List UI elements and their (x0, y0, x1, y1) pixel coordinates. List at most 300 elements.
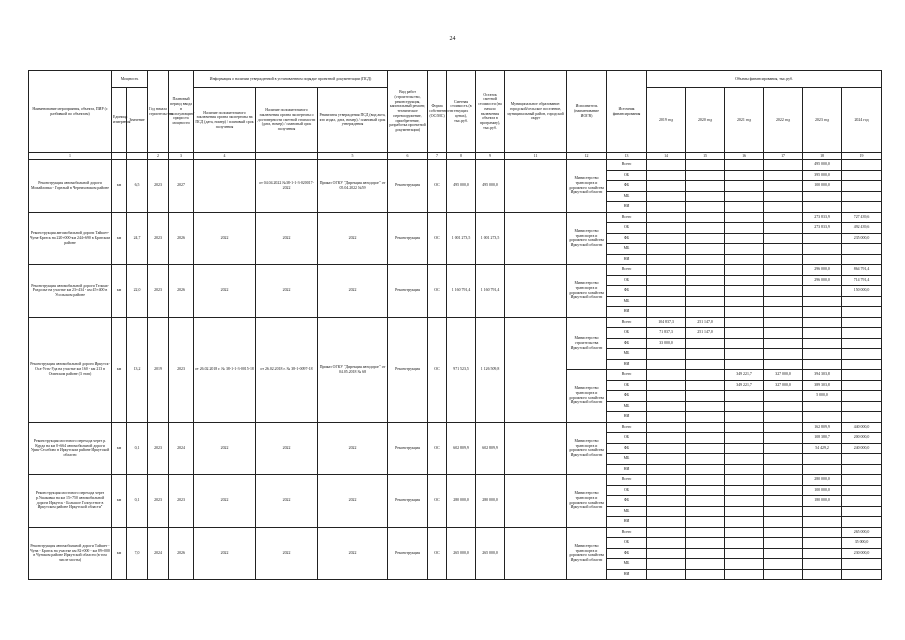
project-expertise: 2022 (194, 527, 256, 580)
funding-source: МБ (607, 401, 647, 412)
funding-value: 100 000,0 (803, 485, 842, 496)
funding-source: ОБ (607, 223, 647, 234)
funding-value (686, 485, 725, 496)
funding-value (686, 254, 725, 265)
funding-value (647, 380, 686, 391)
funding-value (647, 454, 686, 465)
project-executor: Министерство транспорта и дорожного хозяйства Иркутской области (567, 475, 607, 528)
table-row (29, 212, 882, 223)
funding-value (647, 160, 686, 171)
funding-value (725, 475, 764, 486)
column-number: 2 (148, 153, 169, 160)
project-name: Реконструкция автомобильной дороги Иркутск-Оса-Усть-Уда на участке км 160 - км 213 в Осинском районе (3 этап) (29, 317, 112, 422)
header-year-2022: 2022 год (764, 88, 803, 153)
funding-value: 33 000,0 (647, 338, 686, 349)
funding-value (764, 296, 803, 307)
project-municipality (505, 527, 567, 580)
column-number (112, 153, 127, 160)
header-remaining: Остаток сметной стоимости (на начало включения объекта в программу), тыс.руб. (476, 71, 505, 153)
funding-value (803, 202, 842, 213)
funding-value (842, 202, 882, 213)
funding-value (764, 496, 803, 507)
funding-value: 251 147,0 (686, 317, 725, 328)
project-cost: 495 000,0 (447, 160, 476, 213)
project-work-type: Реконструкция (388, 317, 428, 422)
header-year-2024: 2024 год (842, 88, 882, 153)
funding-value (686, 464, 725, 475)
funding-value (686, 170, 725, 181)
funding-value (725, 548, 764, 559)
project-expertise: от 26.02.2018 г. № 38-1-1-3-0015-18 (194, 317, 256, 422)
funding-value (764, 412, 803, 423)
project-cost: 1 001 273,5 (447, 212, 476, 265)
table-row (29, 265, 882, 276)
funding-value (764, 527, 803, 538)
funding-value (647, 538, 686, 549)
header-year-2021: 2021 год (725, 88, 764, 153)
funding-source: Всего (607, 317, 647, 328)
funding-value: 495 000,0 (803, 160, 842, 171)
funding-value (725, 496, 764, 507)
funding-value (647, 433, 686, 444)
project-capacity: 22,0 (127, 265, 148, 318)
column-number: 18 (803, 153, 842, 160)
funding-value (647, 559, 686, 570)
project-unit: км (112, 317, 127, 422)
funding-value (686, 433, 725, 444)
project-approval: 2022 (318, 265, 388, 318)
project-name: Реконструкция автомобильной дороги Михайловка - Горелый в Черемховском районе (29, 160, 112, 213)
funding-value (647, 286, 686, 297)
funding-value (764, 338, 803, 349)
funding-value (764, 275, 803, 286)
project-approval: 2022 (318, 212, 388, 265)
funding-value (647, 464, 686, 475)
project-expertise: 2022 (194, 265, 256, 318)
funding-value (647, 170, 686, 181)
column-number (256, 153, 318, 160)
project-municipality (505, 265, 567, 318)
funding-value (725, 233, 764, 244)
funding-value (842, 307, 882, 318)
funding-value (803, 401, 842, 412)
funding-value (725, 202, 764, 213)
funding-value: 349 221,7 (725, 370, 764, 381)
funding-value (842, 569, 882, 580)
funding-value (725, 412, 764, 423)
funding-source: ФБ (607, 391, 647, 402)
funding-value: 5 000,0 (803, 391, 842, 402)
funding-value (686, 338, 725, 349)
funding-value (764, 559, 803, 570)
table-row (29, 527, 882, 538)
project-capacity: 0,1 (127, 475, 148, 528)
funding-source: НИ (607, 464, 647, 475)
funding-value (803, 233, 842, 244)
project-cost: 280 000,0 (447, 475, 476, 528)
funding-value (842, 485, 882, 496)
funding-value (764, 349, 803, 360)
header-municipality: Муниципальное образование: городской/сельское поселение, муниципальный район, городской округ (505, 71, 567, 153)
project-estimate: 2022 (256, 265, 318, 318)
header-year-2019: 2019 год (647, 88, 686, 153)
funding-value (686, 391, 725, 402)
funding-value: 235 000,0 (842, 233, 882, 244)
project-cost: 971 523,5 (447, 317, 476, 422)
project-commission: 2023 (169, 317, 194, 422)
table-row (29, 422, 882, 433)
funding-value (803, 254, 842, 265)
funding-value (764, 265, 803, 276)
project-approval: 2022 (318, 527, 388, 580)
funding-value (647, 401, 686, 412)
project-name: Реконструкция автомобильной дороги Тайшет - Чуна - Братск на участке км 82+000 - км 89+000 в Чунском районе Иркутской области (в том числе мосты) (29, 527, 112, 580)
project-capacity: 7,0 (127, 527, 148, 580)
funding-value (686, 359, 725, 370)
funding-value: 200 000,0 (842, 433, 882, 444)
header-work-type: Вид работ (строительство, реконструкция, капитальный ремонт, техническое перевооружение, приобретение, разработка проектной документации) (388, 71, 428, 153)
funding-value (842, 296, 882, 307)
funding-value: 349 221,7 (725, 380, 764, 391)
funding-value (686, 275, 725, 286)
funding-value (725, 275, 764, 286)
header-source: Источник финансирования (607, 71, 647, 153)
project-cost: 602 809,9 (447, 422, 476, 475)
project-executor: Министерство транспорта и дорожного хозяйства Иркутской области (567, 422, 607, 475)
project-ownership: ОС (428, 265, 447, 318)
project-unit: км (112, 475, 127, 528)
funding-value (803, 517, 842, 528)
funding-value: 273 833,9 (803, 212, 842, 223)
funding-value (764, 359, 803, 370)
funding-value (725, 433, 764, 444)
funding-value (725, 527, 764, 538)
column-number: 9 (476, 153, 505, 160)
funding-value (842, 412, 882, 423)
column-number-row (29, 153, 882, 160)
funding-value (764, 244, 803, 255)
project-commission: 2026 (169, 527, 194, 580)
project-estimate: от 26.02.2018 г. № 38-1-0097-18 (256, 317, 318, 422)
funding-value (764, 569, 803, 580)
project-commission: 2026 (169, 265, 194, 318)
funding-value (803, 338, 842, 349)
project-start-year: 2023 (148, 265, 169, 318)
column-number: 1 (29, 153, 112, 160)
column-number: 16 (725, 153, 764, 160)
funding-value: 395 000,0 (803, 170, 842, 181)
header-value: Значение (127, 88, 148, 153)
project-executor: Министерство транспорта и дорожного хозяйства Иркутской области (567, 212, 607, 265)
funding-source: МБ (607, 244, 647, 255)
funding-source: ФБ (607, 233, 647, 244)
project-estimate: 2022 (256, 422, 318, 475)
funding-value (725, 254, 764, 265)
column-number: 4 (194, 153, 256, 160)
project-commission: 2026 (169, 212, 194, 265)
funding-value (725, 422, 764, 433)
funding-value: 714 791,4 (842, 275, 882, 286)
funding-value (725, 286, 764, 297)
funding-source: НИ (607, 359, 647, 370)
funding-value (686, 412, 725, 423)
project-ownership: ОС (428, 527, 447, 580)
funding-value: 108 380,7 (803, 433, 842, 444)
project-start-year: 2023 (148, 160, 169, 213)
project-start-year: 2023 (148, 475, 169, 528)
funding-value (842, 370, 882, 381)
project-start-year: 2023 (148, 422, 169, 475)
funding-value (686, 517, 725, 528)
header-funding: Объемы финансирования, тыс.руб. (647, 71, 882, 88)
column-number: 6 (388, 153, 428, 160)
funding-value (764, 538, 803, 549)
project-unit: км (112, 265, 127, 318)
funding-value (647, 191, 686, 202)
column-number: 15 (686, 153, 725, 160)
funding-value (764, 233, 803, 244)
project-municipality (505, 160, 567, 213)
column-number: 14 (647, 153, 686, 160)
funding-value (686, 233, 725, 244)
table-row (29, 160, 882, 171)
project-approval: 2022 (318, 475, 388, 528)
funding-value (647, 569, 686, 580)
project-estimate: от 04.04.2022 №38-1-1-3-020017-2022 (256, 160, 318, 213)
project-commission: 2024 (169, 422, 194, 475)
funding-value (803, 307, 842, 318)
funding-value (842, 317, 882, 328)
funding-value (725, 506, 764, 517)
project-expertise: 2022 (194, 475, 256, 528)
project-work-type: Реконструкция (388, 422, 428, 475)
project-approval: 2022 (318, 422, 388, 475)
funding-value (764, 475, 803, 486)
funding-source: ФБ (607, 443, 647, 454)
project-remaining: 1 160 791,4 (476, 265, 505, 318)
header-estimate: Наличие положительного заключения органа экспертизы о достоверности сметной стоимости (дата, номер) / плановый срок получения (256, 88, 318, 153)
funding-value (842, 254, 882, 265)
project-approval: Приказ ОГКУ "Дирекция автодорог" от 05.04.2022 №59 (318, 160, 388, 213)
funding-value (764, 170, 803, 181)
funding-value (842, 349, 882, 360)
funding-value (725, 559, 764, 570)
funding-value (725, 223, 764, 234)
funding-value (686, 454, 725, 465)
funding-value (686, 181, 725, 192)
funding-source: НИ (607, 412, 647, 423)
funding-value: 71 837,3 (647, 328, 686, 339)
funding-value (647, 307, 686, 318)
funding-value (647, 359, 686, 370)
header-start-year: Год начала строительства (148, 71, 169, 153)
funding-value (842, 328, 882, 339)
funding-source: ОБ (607, 380, 647, 391)
funding-source: Всего (607, 422, 647, 433)
header-unit: Единица измерения (112, 88, 127, 153)
column-number: 17 (764, 153, 803, 160)
funding-value (842, 464, 882, 475)
funding-value (725, 317, 764, 328)
funding-value (686, 380, 725, 391)
funding-value (725, 538, 764, 549)
project-executor: Министерство транспорта и дорожного хозяйства Иркутской области (567, 265, 607, 318)
funding-value (725, 244, 764, 255)
funding-value: 265 000,0 (842, 527, 882, 538)
funding-value (803, 527, 842, 538)
funding-source: ОБ (607, 170, 647, 181)
column-number: 5 (318, 153, 388, 160)
funding-source: ФБ (607, 338, 647, 349)
funding-value (764, 517, 803, 528)
funding-value (803, 349, 842, 360)
funding-value (803, 328, 842, 339)
funding-value: 727 439,6 (842, 212, 882, 223)
funding-source: ФБ (607, 286, 647, 297)
funding-source: НИ (607, 307, 647, 318)
funding-value (647, 412, 686, 423)
funding-value (725, 212, 764, 223)
project-work-type: Реконструкция (388, 160, 428, 213)
funding-value (764, 307, 803, 318)
funding-value (803, 559, 842, 570)
column-number (127, 153, 148, 160)
funding-value (764, 202, 803, 213)
funding-value (686, 443, 725, 454)
funding-value: 864 791,4 (842, 265, 882, 276)
funding-value (764, 422, 803, 433)
funding-source: МБ (607, 454, 647, 465)
project-executor: Министерство транспорта и дорожного хозяйства Иркутской области (567, 160, 607, 213)
funding-value (764, 401, 803, 412)
funding-value (647, 296, 686, 307)
funding-value (686, 244, 725, 255)
funding-value (686, 569, 725, 580)
funding-source: Всего (607, 160, 647, 171)
funding-source: ОБ (607, 433, 647, 444)
funding-value (647, 370, 686, 381)
project-estimate: 2022 (256, 475, 318, 528)
column-number: 8 (447, 153, 476, 160)
project-unit: км (112, 160, 127, 213)
project-expertise: 2022 (194, 422, 256, 475)
project-municipality (505, 422, 567, 475)
funding-value (647, 244, 686, 255)
project-work-type: Реконструкция (388, 527, 428, 580)
project-unit: км (112, 527, 127, 580)
funding-value (647, 202, 686, 213)
project-executor: Министерство строительства Иркутской области (567, 317, 607, 370)
funding-value: 54 429,2 (803, 443, 842, 454)
funding-value: 162 809,9 (803, 422, 842, 433)
funding-value: 150 000,0 (842, 286, 882, 297)
header-name: Наименование мероприятия, объекта, ПИР (с разбивкой по объектам) (29, 71, 112, 153)
project-municipality (505, 317, 567, 422)
funding-value (686, 370, 725, 381)
funding-value (764, 464, 803, 475)
funding-value (686, 548, 725, 559)
column-number: 7 (428, 153, 447, 160)
funding-source: НИ (607, 569, 647, 580)
project-executor: Министерство транспорта и дорожного хозяйства Иркутской области (567, 370, 607, 423)
funding-value (725, 359, 764, 370)
funding-value (725, 296, 764, 307)
project-remaining: 1 126 509,8 (476, 317, 505, 422)
project-ownership: ОС (428, 422, 447, 475)
funding-value (764, 181, 803, 192)
funding-value (803, 359, 842, 370)
funding-value (647, 181, 686, 192)
project-cost: 265 000,0 (447, 527, 476, 580)
project-start-year: 2023 (148, 212, 169, 265)
funding-value (725, 338, 764, 349)
project-name: Реконструкция автомобильной дороги Тайшет-Чуна-Братск на 220+000-км 244+690 в Братском районе (29, 212, 112, 265)
funding-value (725, 569, 764, 580)
funding-value (842, 401, 882, 412)
funding-value (803, 286, 842, 297)
header-expertise: Наличие положительного заключения органа экспертизы на ПСД (дата, номер) / плановый срок получения (194, 88, 256, 153)
funding-value (647, 349, 686, 360)
funding-value (842, 496, 882, 507)
funding-value (764, 391, 803, 402)
project-name: Реконструкция автомобильной дороги Тельма-Раздолье на участке км 23+434 - км 45+400 в Усольском районе (29, 265, 112, 318)
funding-value (803, 454, 842, 465)
header-approval: Реквизиты утверждения ПСД (вид акта, кто издал, дата, номер) / плановый срок утверждения (318, 88, 388, 153)
investment-table (28, 70, 882, 580)
funding-value (647, 443, 686, 454)
funding-value: 492 439,6 (842, 223, 882, 234)
funding-value (686, 401, 725, 412)
funding-value (647, 517, 686, 528)
funding-value (647, 485, 686, 496)
funding-value (764, 433, 803, 444)
funding-value (647, 223, 686, 234)
table-row (29, 317, 882, 328)
header-year-2023: 2023 год (803, 88, 842, 153)
project-estimate: 2022 (256, 527, 318, 580)
funding-value (842, 191, 882, 202)
funding-value: 100 000,0 (803, 181, 842, 192)
funding-value (647, 212, 686, 223)
project-commission: 2027 (169, 160, 194, 213)
funding-value (647, 548, 686, 559)
header-psd-info: Информация о наличии утвержденной в установленном порядке проектной документации (ПСД) (194, 71, 388, 88)
column-number: 13 (607, 153, 647, 160)
project-ownership: ОС (428, 317, 447, 422)
funding-value (725, 485, 764, 496)
funding-value (842, 244, 882, 255)
funding-value (842, 391, 882, 402)
funding-value (725, 517, 764, 528)
funding-value (842, 170, 882, 181)
funding-value (842, 475, 882, 486)
funding-value (842, 181, 882, 192)
project-remaining: 1 001 273,5 (476, 212, 505, 265)
funding-value (647, 422, 686, 433)
project-cost: 1 160 791,4 (447, 265, 476, 318)
project-expertise: 2022 (194, 212, 256, 265)
funding-value (647, 527, 686, 538)
funding-value (686, 422, 725, 433)
funding-value (686, 202, 725, 213)
funding-source: МБ (607, 349, 647, 360)
funding-value: 180 000,0 (803, 496, 842, 507)
funding-value (686, 496, 725, 507)
header-year-2020: 2020 год (686, 88, 725, 153)
project-unit: км (112, 212, 127, 265)
funding-source: НИ (607, 517, 647, 528)
funding-value (725, 170, 764, 181)
